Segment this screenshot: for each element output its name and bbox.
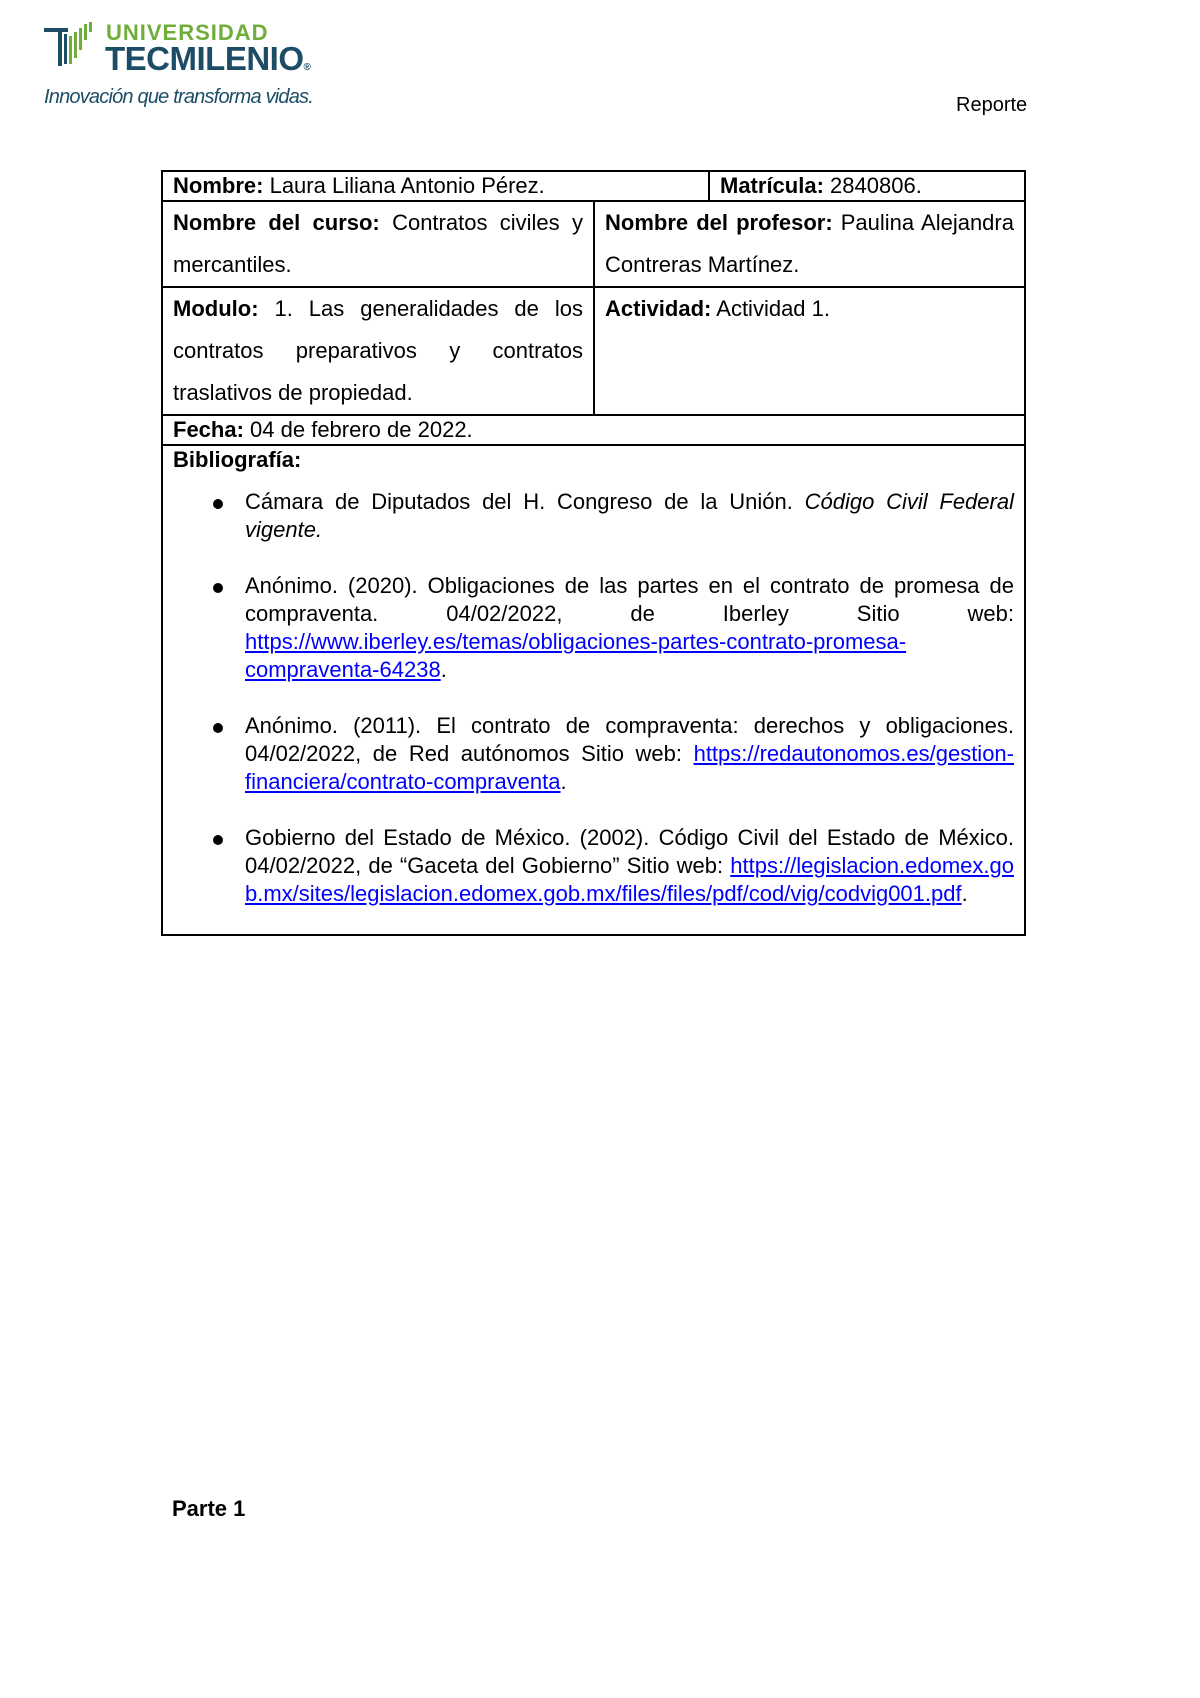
course-row [162,201,1025,287]
name-label: Nombre: [173,173,264,198]
module-row [162,287,1025,415]
bullet-icon [213,583,223,593]
reference-link-edomex[interactable]: https://legislacion.edomex.gob.mx/sites/legislacion.edomex.gob.mx/files/files/pdf/cod/vig/codvig001.pdf [245,853,1014,906]
course-label: Nombre del curso: [173,210,380,235]
module-cell [162,287,594,415]
bullet-icon [213,499,223,509]
reference-text: Anónimo. (2011). El contrato de compraventa: derechos y obligaciones. 04/02/2022, de Red autónomos Sitio web: [245,713,1014,766]
matricula-value: 2840806. [830,173,922,198]
activity-label: Actividad: [605,296,712,321]
bullet-icon [213,835,223,845]
module-label: Modulo: [173,296,259,321]
name-cell [162,171,709,201]
matricula-cell [709,171,1025,201]
bibliography-item [173,488,1014,544]
reference-end: . [961,881,968,906]
bullet-icon [213,723,223,733]
date-row [162,415,1025,445]
logo-tecmilenio-text [105,40,310,78]
name-row [162,171,1025,201]
date-cell [162,415,1025,445]
professor-label: Nombre del profesor: [605,210,833,235]
logo-brand-name: TECMILENIO [105,40,304,77]
logo-tagline: Innovación que transforma vidas. [44,86,314,108]
logo-registered-mark: ® [303,62,311,73]
course-cell [162,201,594,287]
report-info-table [161,170,1026,936]
logo-university-text: UNIVERSIDAD [106,20,269,45]
reference-title: Código Civil Federal vigente. [245,489,1014,542]
bibliography-title: Bibliografía: [173,447,302,472]
professor-value: Paulina Alejandra Contreras Martínez. [605,210,1014,277]
part-label: Parte 1 [172,1496,246,1521]
activity-cell [594,287,1025,415]
bibliography-row [162,445,1025,935]
bibliography-item [173,824,1014,908]
date-label: Fecha: [173,417,244,442]
bibliography-item [173,572,1014,684]
module-value: 1. Las generalidades de los contratos preparativos y contratos traslativos de propiedad. [173,296,583,405]
course-value: Contratos civiles y mercantiles. [173,210,583,277]
date-value: 04 de febrero de 2022. [250,417,473,442]
reference-link-redautonomos[interactable]: https://redautonomos.es/gestion-financiera/contrato-compraventa [245,741,1014,794]
reference-end: . [560,769,567,794]
matricula-label: Matrícula: [720,173,824,198]
bibliography-cell [162,445,1025,935]
university-logo [44,20,344,115]
activity-value: Actividad 1. [716,296,830,321]
reference-end: . [440,657,447,682]
logo-mark-icon [44,22,100,68]
bibliography-list [173,488,1014,908]
bibliography-item [173,712,1014,796]
professor-cell [594,201,1025,287]
reference-text: Anónimo. (2020). Obligaciones de las partes en el contrato de promesa de compraventa. 04/02/2022, de Iberley Sitio web: [245,573,1014,626]
report-label: Reporte [956,94,1028,116]
name-value: Laura Liliana Antonio Pérez. [269,173,545,198]
reference-text: Cámara de Diputados del H. Congreso de la Unión. [245,489,793,514]
reference-text: Gobierno del Estado de México. (2002). Código Civil del Estado de México. 04/02/2022, de “Gaceta del Gobierno” Sitio web: [245,825,1014,878]
reference-link-iberley[interactable]: https://www.iberley.es/temas/obligaciones-partes-contrato-promesa-compraventa-64238 [245,629,907,682]
